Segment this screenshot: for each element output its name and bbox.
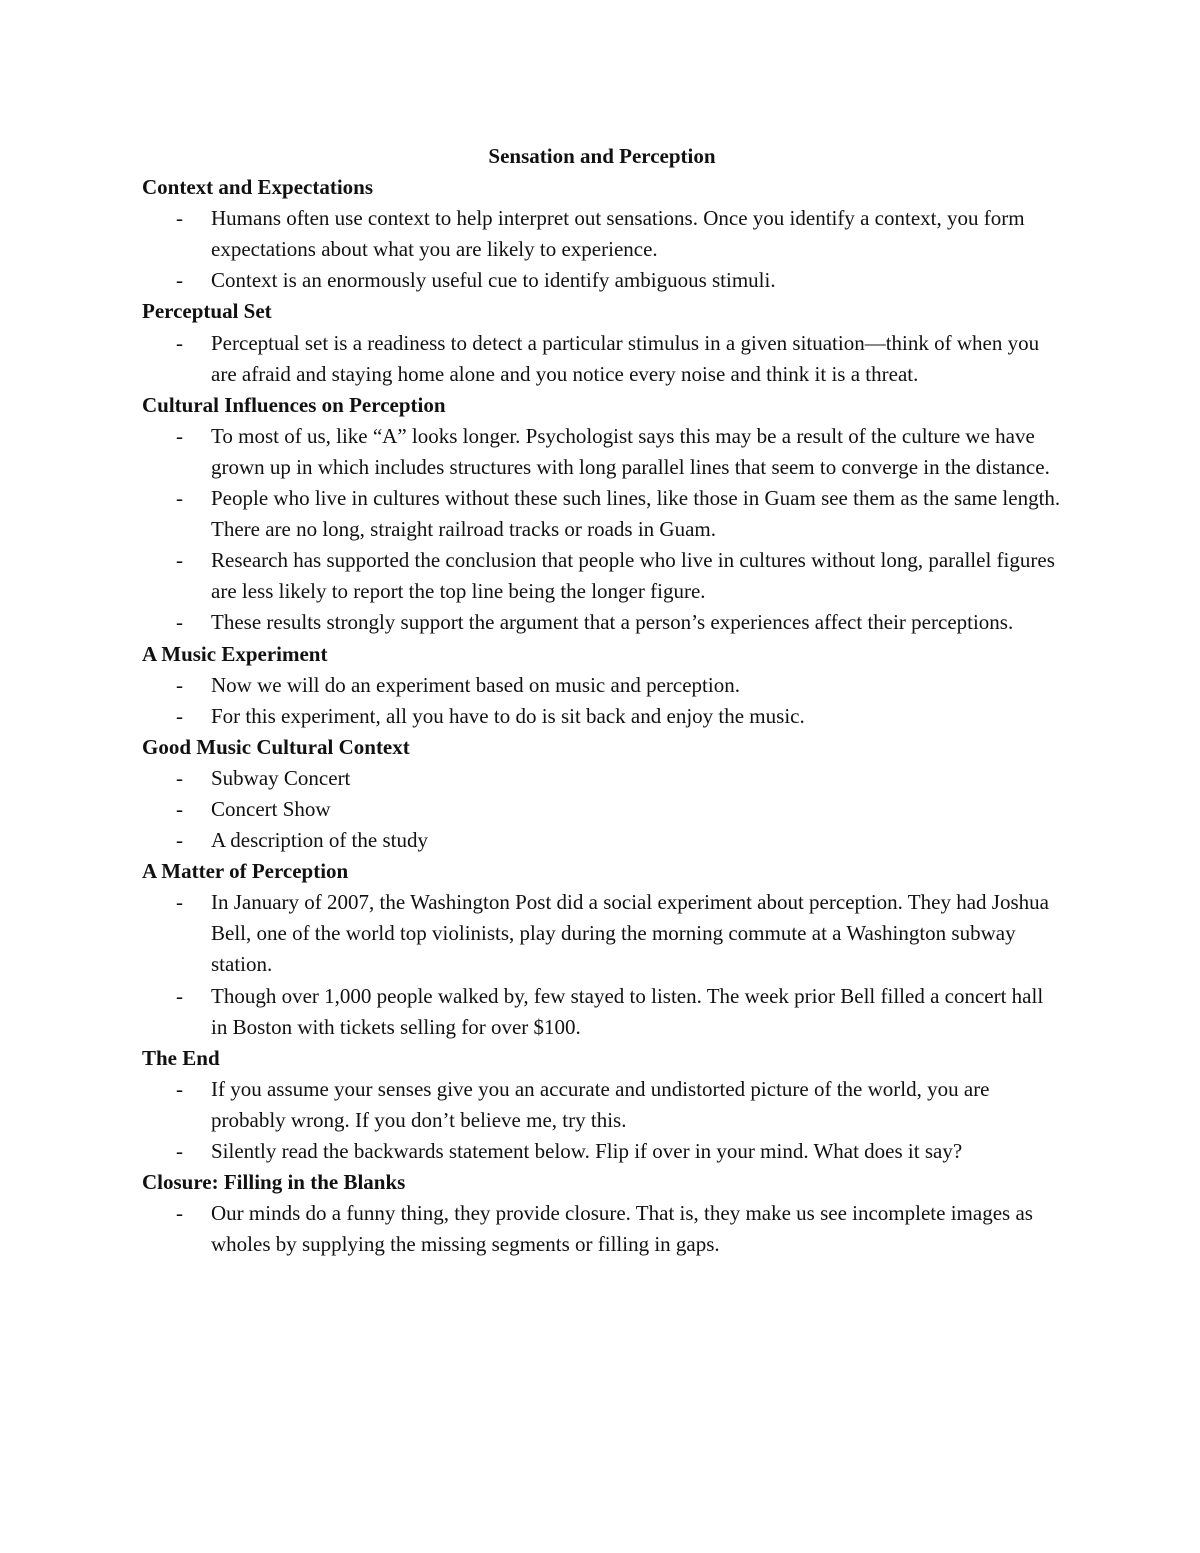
document-body [142,141,1062,1260]
bullet-item [142,763,1062,794]
bullet-item [142,328,1062,390]
bullet-dash: - [176,1201,183,1226]
bullet-text: For this experiment, all you have to do is sit back and enjoy the music. [211,703,805,728]
bullet-text: Research has supported the conclusion that people who live in cultures without long, parallel figures are less likely to report the top line being the longer figure. [211,548,1055,604]
bullet-item [142,203,1062,265]
section-heading: A Matter of Perception [142,859,349,884]
bullet-item [142,825,1062,856]
bullet-item [142,421,1062,483]
sections-container [142,172,1062,1260]
bullet-text: Subway Concert [211,765,351,790]
bullet-dash: - [176,890,183,915]
bullet-item [142,981,1062,1043]
bullet-list [142,328,1062,390]
section-heading: A Music Experiment [142,641,328,666]
bullet-text: Though over 1,000 people walked by, few stayed to listen. The week prior Bell filled a concert hall in Boston with tickets selling for over $100. [211,983,1044,1039]
bullet-text: Concert Show [211,796,331,821]
bullet-list [142,1074,1062,1167]
bullet-dash: - [176,672,183,697]
document-title: Sensation and Perception [488,144,716,168]
bullet-list [142,1198,1062,1260]
section-heading: Closure: Filling in the Blanks [142,1170,406,1195]
bullet-dash: - [176,828,183,853]
bullet-text: Humans often use context to help interpret out sensations. Once you identify a context, you form expectations about what you are likely to experience. [211,206,1025,262]
bullet-dash: - [176,765,183,790]
bullet-dash: - [176,330,183,355]
bullet-item [142,1074,1062,1136]
bullet-dash: - [176,983,183,1008]
bullet-text: To most of us, like “A” looks longer. Psychologist says this may be a result of the culture we have grown up in which includes structures with long parallel lines that seem to converge in the distance. [211,423,1050,479]
bullet-text: A description of the study [211,828,428,853]
bullet-text: Perceptual set is a readiness to detect a particular stimulus in a given situation—think of when you are afraid and staying home alone and you notice every noise and think it is a threat. [211,330,1040,386]
bullet-dash: - [176,796,183,821]
bullet-dash: - [176,486,183,511]
bullet-text: Now we will do an experiment based on music and perception. [211,672,740,697]
bullet-text: If you assume your senses give you an accurate and undistorted picture of the world, you are probably wrong. If you don’t believe me, try this. [211,1076,990,1132]
bullet-text: Silently read the backwards statement below. Flip if over in your mind. What does it say? [211,1139,963,1163]
bullet-dash: - [176,703,183,728]
bullet-text: These results strongly support the argument that a person’s experiences affect their perceptions. [211,610,1014,635]
bullet-item [142,483,1062,545]
bullet-item [142,545,1062,607]
bullet-item [142,887,1062,980]
bullet-text: Context is an enormously useful cue to identify ambiguous stimuli. [211,268,776,293]
bullet-dash: - [176,206,183,231]
bullet-list [142,203,1062,296]
bullet-item [142,670,1062,701]
section-heading: Good Music Cultural Context [142,734,410,759]
section-heading: Perceptual Set [142,299,272,324]
bullet-item [142,607,1062,638]
bullet-item [142,701,1062,732]
bullet-dash: - [176,1076,183,1101]
section-heading: Cultural Influences on Perception [142,392,446,417]
bullet-list [142,763,1062,856]
section-heading: The End [142,1045,220,1070]
bullet-item [142,794,1062,825]
bullet-item [142,265,1062,296]
section-heading: Context and Expectations [142,175,374,200]
bullet-text: People who live in cultures without these such lines, like those in Guam see them as the same length. There are no long, straight railroad tracks or roads in Guam. [211,486,1061,542]
bullet-item [142,1136,1062,1167]
bullet-item [142,1198,1062,1260]
bullet-dash: - [176,610,183,635]
bullet-dash: - [176,423,183,448]
bullet-text: In January of 2007, the Washington Post did a social experiment about perception. They had Joshua Bell, one of the world top violinists, play during the morning commute at a Washington subway station. [211,890,1049,977]
bullet-text: Our minds do a funny thing, they provide closure. That is, they make us see incomplete images as wholes by supplying the missing segments or filling in gaps. [211,1201,1033,1257]
bullet-list [142,421,1062,639]
bullet-list [142,670,1062,732]
bullet-dash: - [176,1139,183,1163]
bullet-dash: - [176,268,183,293]
bullet-list [142,887,1062,1042]
bullet-dash: - [176,548,183,573]
